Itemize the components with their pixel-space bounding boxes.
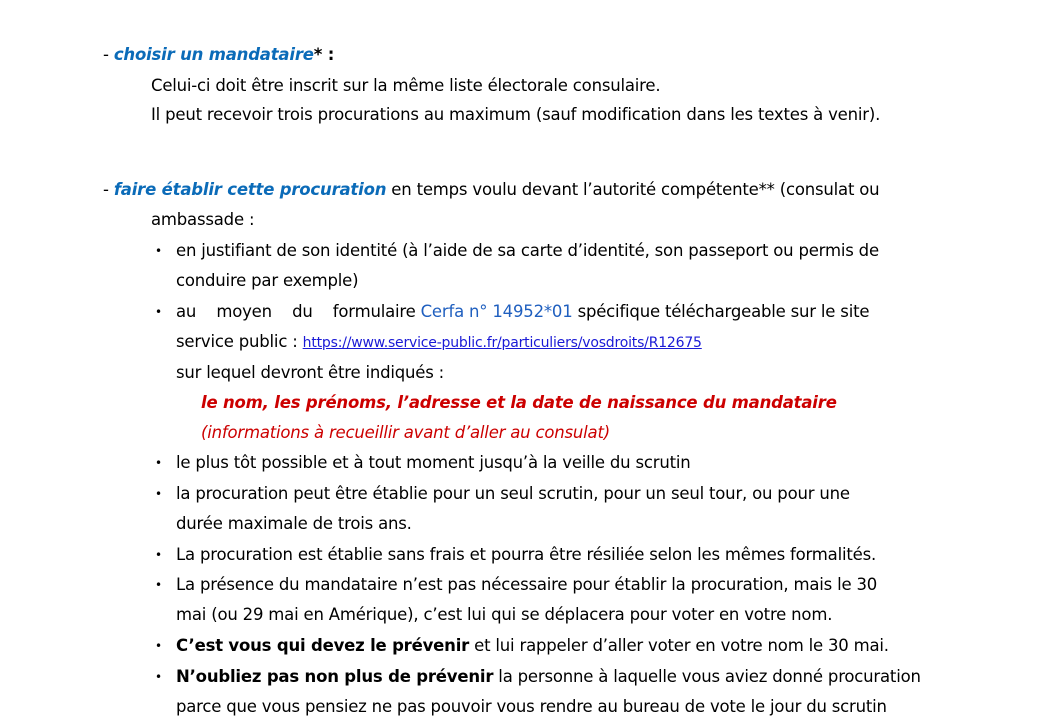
paragraph-line: Il peut recevoir trois procurations au maximum (sauf modification dans les textes à venir). — [151, 105, 881, 124]
bullet-text: parce que vous pensiez ne pas pouvoir vous rendre au bureau de vote le jour du scrutin — [176, 697, 887, 716]
emphasis-text: C’est vous qui devez le prévenir — [176, 636, 470, 655]
bullet-text: le plus tôt possible et à tout moment jusqu’à la veille du scrutin — [176, 453, 691, 472]
bullet-text-rest: et lui rappeler d’aller voter en votre nom le 30 mai. — [469, 636, 889, 655]
bullet-dot: • — [155, 305, 162, 319]
heading-faire-etablir: faire établir cette procuration — [113, 180, 387, 199]
bullet-text: conduire par exemple) — [176, 271, 359, 290]
bullet-dot: • — [155, 548, 162, 562]
bullet-text — [176, 636, 889, 656]
emphasis-text: N’oubliez pas non plus de prévenir — [176, 667, 494, 686]
section-choisir-heading — [103, 45, 334, 65]
cerfa-link[interactable]: Cerfa n° 14952*01 — [420, 302, 578, 321]
dash: - — [103, 180, 114, 199]
bullet-text — [176, 667, 921, 687]
required-info-note: (informations à recueillir avant d’aller au consulat) — [201, 423, 610, 442]
heading-rest: en temps voulu devant l’autorité compétente** (consulat ou — [386, 180, 880, 199]
bullet-dot: • — [155, 578, 162, 592]
bullet-text: La présence du mandataire n’est pas nécessaire pour établir la procuration, mais le 30 — [176, 575, 878, 594]
bullet-text: durée maximale de trois ans. — [176, 514, 412, 533]
bullet-dot: • — [155, 487, 162, 501]
bullet-text: La procuration est établie sans frais et pourra être résiliée selon les mêmes formalités. — [176, 545, 877, 564]
bullet-text: sur lequel devront être indiqués : — [176, 363, 445, 382]
bullet-text: mai (ou 29 mai en Amérique), c’est lui qui se déplacera pour voter en votre nom. — [176, 605, 833, 624]
bullet-dot: • — [155, 670, 162, 684]
bullet-dot: • — [155, 639, 162, 653]
bullet-text-pre: au moyen du formulaire — [176, 302, 421, 321]
paragraph-line: Celui-ci doit être inscrit sur la même liste électorale consulaire. — [151, 76, 661, 95]
bullet-text-rest: la personne à laquelle vous aviez donné procuration — [493, 667, 921, 686]
bullet-dot: • — [155, 244, 162, 258]
bullet-text: la procuration peut être établie pour un seul scrutin, pour un seul tour, ou pour une — [176, 484, 850, 503]
dash: - — [103, 45, 114, 64]
service-public-url-link[interactable]: https://www.service-public.fr/particuliers/vosdroits/R12675 — [302, 335, 702, 351]
bullet-text — [176, 332, 702, 353]
section-procuration-heading — [103, 180, 879, 200]
paragraph-line: ambassade : — [151, 210, 255, 229]
bullet-text: en justifiant de son identité (à l’aide de sa carte d’identité, son passeport ou permis de — [176, 241, 879, 260]
heading-choisir-mandataire: choisir un mandataire — [113, 45, 314, 64]
heading-suffix: * : — [313, 45, 335, 64]
bullet-text-pre: service public : — [176, 332, 303, 351]
bullet-text — [176, 302, 869, 322]
bullet-text-post: spécifique téléchargeable sur le site — [577, 302, 870, 321]
bullet-dot: • — [155, 456, 162, 470]
required-info-text: le nom, les prénoms, l’adresse et la date de naissance du mandataire — [201, 393, 837, 412]
